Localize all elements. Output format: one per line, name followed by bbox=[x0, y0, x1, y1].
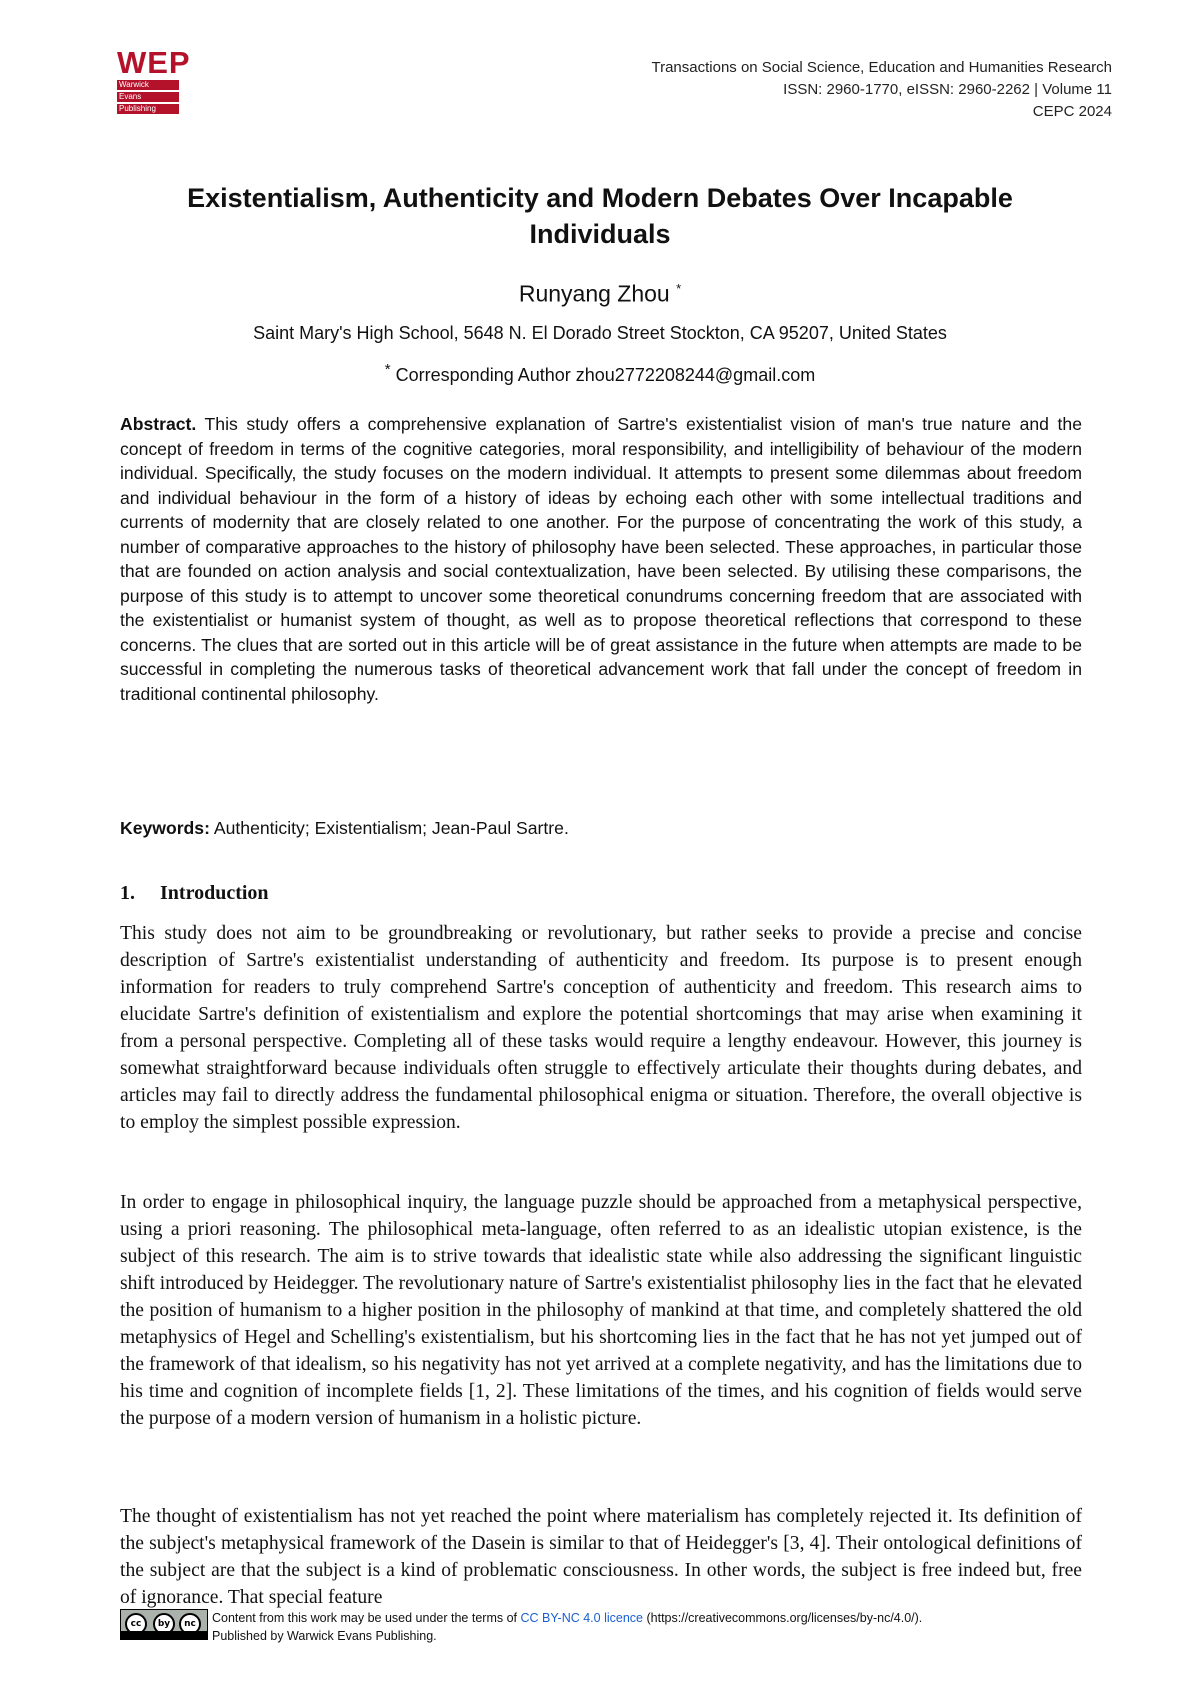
title-line-2: Individuals bbox=[529, 219, 671, 249]
logo-line-1: Warwick bbox=[117, 80, 179, 90]
keywords bbox=[120, 816, 1082, 840]
section-title: Introduction bbox=[160, 882, 269, 904]
section-heading bbox=[120, 880, 269, 906]
paper-title bbox=[120, 180, 1080, 252]
conference-tag: CEPC 2024 bbox=[1032, 103, 1112, 120]
license-link[interactable]: CC BY-NC 4.0 licence bbox=[520, 1611, 643, 1625]
logo-line-3: Publishing bbox=[117, 104, 179, 114]
issn-volume: ISSN: 2960-1770, eISSN: 2960-2262 | Volume 11 bbox=[783, 81, 1112, 98]
journal-name: Transactions on Social Science, Education and Humanities Research bbox=[651, 59, 1112, 76]
section-number: 1. bbox=[120, 882, 135, 904]
publisher-line: Published by Warwick Evans Publishing. bbox=[212, 1629, 437, 1643]
keywords-label: Keywords: bbox=[120, 818, 210, 838]
license-text bbox=[212, 1609, 922, 1645]
author-mark: * bbox=[676, 281, 682, 296]
logo-wordmark: WEP bbox=[117, 45, 191, 80]
body-paragraph: The thought of existentialism has not yet reached the point where materialism has completely rejected it. Its definition of the subject's metaphysical framework of the Dasein is similar to that of Heidegger's [3, 4]. Their ontological definitions of the subject are that the subject is a kind of problematic consciousness. In other words, the subject is free indeed but, free of ignorance. That special feature bbox=[120, 1506, 1082, 1608]
journal-header bbox=[651, 57, 1112, 123]
license-prefix: Content from this work may be used under the terms of bbox=[212, 1611, 517, 1625]
license-line-1 bbox=[212, 1609, 922, 1627]
abstract-text: This study offers a comprehensive explanation of Sartre's existentialist vision of man's true nature and the concept of freedom in terms of the cognitive categories, moral responsibility, and intelligibility of behaviour of the modern individual. Specifically, the study focuses on the modern individual. It attempts to present some dilemmas about freedom and individual behaviour in the form of a history of ideas by echoing each other with some intellectual traditions and currents of modernity that are closely related to one another. For the purpose of concentrating the work of this study, a number of comparative approaches to the history of philosophy have been selected. These approaches, in particular those that are founded on action analysis and social contextualization, have been selected. By utilising these comparisons, the purpose of this study is to attempt to uncover some theoretical conundrums concerning freedom that are associated with the existentialist or humanist system of thought, as well as to propose theoretical reflections that correspond to these concerns. The clues that are sorted out in this article will be of great assistance in the future when attempts are made to be successful in completing the numerous tasks of theoretical advancement work that fall under the concept of freedom in traditional continental philosophy. bbox=[120, 414, 1082, 704]
author-name: Runyang Zhou bbox=[518, 280, 670, 307]
corresponding-text: Corresponding Author zhou2772208244@gmail.com bbox=[395, 365, 816, 385]
keywords-text: Authenticity; Existentialism; Jean-Paul Sartre. bbox=[213, 818, 569, 838]
title-line-1: Existentialism, Authenticity and Modern Debates Over Incapable bbox=[187, 183, 1013, 213]
publisher-logo bbox=[117, 45, 191, 114]
affiliation: Saint Mary's High School, 5648 N. El Dorado Street Stockton, CA 95207, United States bbox=[253, 323, 947, 343]
license-url[interactable]: (https://creativecommons.org/licenses/by-nc/4.0/). bbox=[646, 1611, 923, 1625]
corresponding-mark: * bbox=[384, 361, 391, 378]
body-paragraph: This study does not aim to be groundbreaking or revolutionary, but rather seeks to provide a precise and concise description of Sartre's existentialist understanding of authenticity and freedom. Its purpose is to present enough information for readers to truly comprehend Sartre's conception of authenticity and freedom. This research aims to elucidate Sartre's definition of existentialism and explore the potential shortcomings that may arise when examining it from a personal perspective. Completing all of these tasks would require a lengthy endeavour. However, this journey is somewhat straightforward because individuals often struggle to effectively articulate their thoughts during debates, and articles may fail to directly address the fundamental philosophical enigma or situation. Therefore, the overall objective is to employ the simplest possible expression. bbox=[120, 923, 1082, 1133]
abstract bbox=[120, 412, 1082, 706]
logo-line-2: Evans bbox=[117, 92, 179, 102]
nc-icon: nc bbox=[179, 1613, 201, 1635]
badge-strip bbox=[121, 1631, 207, 1639]
cc-license-badge[interactable] bbox=[120, 1609, 208, 1640]
author-line bbox=[120, 274, 1080, 309]
abstract-label: Abstract. bbox=[120, 414, 197, 434]
corresponding-author bbox=[120, 357, 1080, 388]
by-icon: by bbox=[153, 1613, 175, 1635]
body-paragraph: In order to engage in philosophical inquiry, the language puzzle should be approached from a metaphysical perspective, using a priori reasoning. The philosophical meta-language, often referred to as an idealistic utopian existence, is the subject of this research. The aim is to strive towards that idealistic state while also addressing the significant linguistic shift introduced by Heidegger. The revolutionary nature of Sartre's existentialist philosophy lies in the fact that he elevated the position of humanism to a higher position in the philosophy of mankind at that time, and completely shattered the old metaphysics of Hegel and Schelling's existentialism, but his shortcoming lies in the fact that he has not yet jumped out of the framework of that idealism, so his negativity has not yet arrived at a complete negativity, and has the limitations due to his time and cognition of incomplete fields [1, 2]. These limitations of the times, and his cognition of fields would serve the purpose of a modern version of humanism in a holistic picture. bbox=[120, 1192, 1082, 1429]
cc-icon: cc bbox=[125, 1613, 147, 1635]
